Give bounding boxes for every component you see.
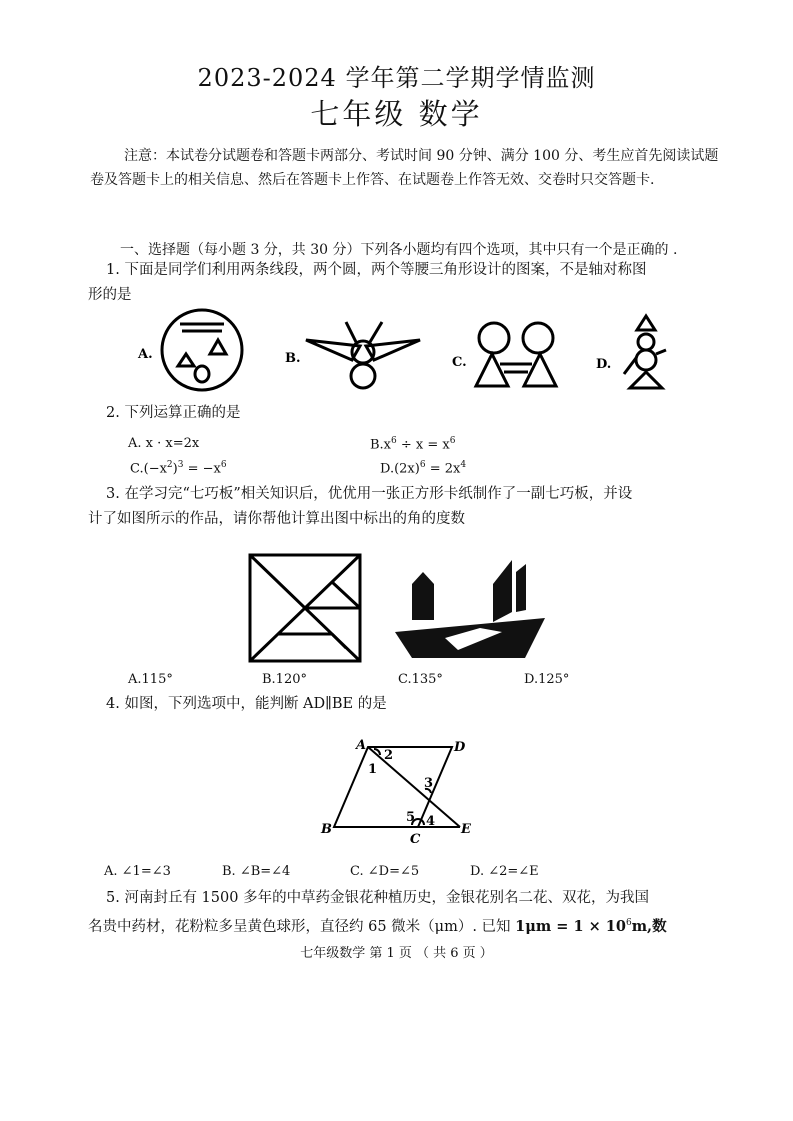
- q4-option-c: C. ∠D=∠5: [350, 864, 420, 879]
- point-label-e: E: [461, 822, 471, 837]
- q1-label-c: C.: [452, 355, 467, 370]
- q3-text-line2: 计了如图所示的作品，请你帮他计算出图中标出的角的度数: [88, 511, 465, 527]
- q1-label-b: B.: [285, 351, 301, 366]
- q1-figure-b: [306, 322, 420, 388]
- q3-figures: [240, 550, 560, 665]
- point-label-d: D: [454, 740, 466, 755]
- q4-option-d: D. ∠2=∠E: [470, 864, 539, 879]
- q5-text-line2: 名贵中药材，花粉粒多呈黄色球形，直径约 65 微米（μm）. 已知 $1\mu m = 1 \times 10^6m$,数: [88, 917, 667, 935]
- angle-label-2: 2: [384, 748, 394, 763]
- q2-option-b: $B.x^6 \div x = x^6$: [370, 436, 456, 453]
- q3-option-a: A.115°: [128, 672, 173, 687]
- point-label-a: A: [356, 738, 367, 753]
- angle-label-1: 1: [368, 762, 378, 777]
- exam-subtitle: 七年级 数学: [310, 97, 483, 131]
- q1-figures: [120, 300, 680, 400]
- page-footer: 七年级数学 第 1 页 （ 共 6 页 ）: [300, 946, 493, 961]
- q4-option-b: B. ∠B=∠4: [222, 864, 291, 879]
- point-label-c: C: [410, 832, 421, 847]
- q3-option-c: C.135°: [398, 672, 443, 687]
- q1-text-line2: 形的是: [88, 287, 132, 303]
- q2-option-d: $D.(2x)^6 = 2x^4$: [380, 460, 467, 477]
- q1-figure-c: [476, 323, 556, 386]
- q1-figure-d: [624, 316, 666, 388]
- q5-text-line1: 5. 河南封丘有 1500 多年的中草药金银花种植历史，金银花别名二花、双花，为我国: [106, 890, 650, 906]
- point-label-b: B: [321, 822, 332, 837]
- angle-label-5: 5: [406, 810, 416, 825]
- q2-text: 2. 下列运算正确的是: [106, 405, 241, 421]
- tangram-square-figure: [250, 555, 360, 661]
- q2-option-a: A. x · x=2x: [128, 436, 200, 451]
- angle-label-4: 4: [426, 814, 436, 829]
- angle-label-3: 3: [424, 776, 434, 791]
- section-heading: 一、选择题（每小题 3 分，共 30 分）下列各小题均有四个选项，其中只有一个是正确的 .: [120, 242, 678, 258]
- q4-option-a: A. ∠1=∠3: [104, 864, 171, 879]
- q4-text: 4. 如图，下列选项中，能判断 AD∥BE 的是: [106, 696, 387, 712]
- q3-option-d: D.125°: [524, 672, 570, 687]
- notice-paragraph: 注意：本试卷分试题卷和答题卡两部分、考试时间 90 分钟、满分 100 分、考生应首先阅读试题卷及答题卡上的相关信息、然后在答题卡上作答、在试题卷上作答无效、交卷时只交答题卡.: [90, 148, 719, 188]
- q2-option-c: $C.(-x^2)^3 = -x^6$: [130, 460, 227, 477]
- q1-label-d: D.: [596, 357, 612, 372]
- q1-text-line1: 1. 下面是同学们利用两条线段，两个圆，两个等腰三角形设计的图案，不是轴对称图: [106, 262, 647, 278]
- q4-parallelogram-figure: [318, 735, 488, 850]
- q1-label-a: A.: [138, 347, 153, 362]
- q1-figure-a: [162, 310, 242, 390]
- q3-option-b: B.120°: [262, 672, 307, 687]
- exam-title: 2023-2024 学年第二学期学情监测: [197, 64, 596, 92]
- q3-text-line1: 3. 在学习完“七巧板”相关知识后，优优用一张正方形卡纸制作了一副七巧板，并设: [106, 486, 633, 502]
- tangram-boat-figure: [395, 560, 545, 658]
